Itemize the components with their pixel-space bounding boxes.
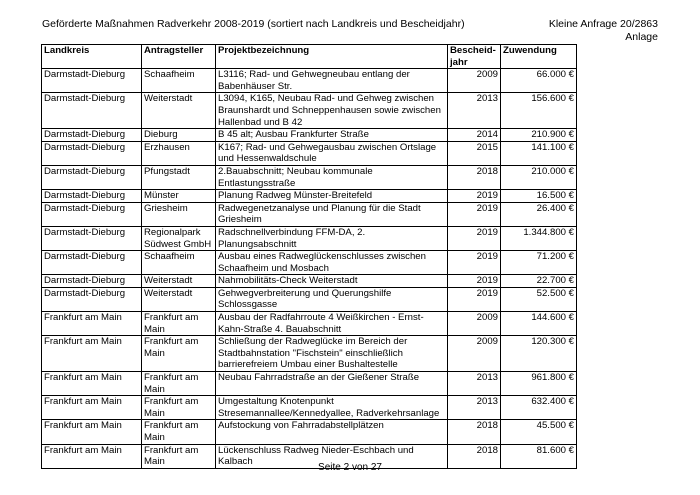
cell-projekt: Ausbau eines Radweglückenschlusses zwischen Schaafheim und Mosbach — [216, 251, 448, 275]
page-title: Geförderte Maßnahmen Radverkehr 2008-2019 (sortiert nach Landkreis und Bescheidjahr) — [42, 18, 465, 30]
cell-zuwendung: 210.900 € — [501, 129, 577, 142]
table-row — [42, 312, 577, 336]
table-row — [42, 226, 577, 250]
cell-landkreis: Frankfurt am Main — [42, 420, 142, 444]
table-row — [42, 420, 577, 444]
header-projekt: Projektbezeichnung — [216, 45, 448, 69]
table-row — [42, 69, 577, 93]
cell-bescheidjahr: 2015 — [448, 141, 501, 165]
cell-landkreis: Darmstadt-Dieburg — [42, 93, 142, 129]
cell-projekt: L3094, K165, Neubau Rad- und Gehweg zwischen Braunshardt und Schneppenhausen sowie zwischen Hallenbad und B 42 — [216, 93, 448, 129]
cell-zuwendung: 141.100 € — [501, 141, 577, 165]
cell-zuwendung: 1.344.800 € — [501, 226, 577, 250]
cell-zuwendung: 26.400 € — [501, 202, 577, 226]
cell-bescheidjahr: 2018 — [448, 444, 501, 468]
document-reference-label: Anlage — [625, 31, 658, 43]
cell-antragsteller: Dieburg — [142, 129, 216, 142]
header-landkreis: Landkreis — [42, 45, 142, 69]
cell-zuwendung: 144.600 € — [501, 312, 577, 336]
cell-bescheidjahr: 2019 — [448, 190, 501, 203]
cell-bescheidjahr: 2019 — [448, 202, 501, 226]
cell-antragsteller: Schaafheim — [142, 69, 216, 93]
table-row — [42, 251, 577, 275]
table-row — [42, 129, 577, 142]
cell-zuwendung: 156.600 € — [501, 93, 577, 129]
cell-antragsteller: Schaafheim — [142, 251, 216, 275]
cell-zuwendung: 120.300 € — [501, 336, 577, 372]
document-reference-number: Kleine Anfrage 20/2863 — [548, 18, 658, 30]
cell-bescheidjahr: 2009 — [448, 336, 501, 372]
cell-projekt: L3116; Rad- und Gehwegneubau entlang der Babenhäuser Str. — [216, 69, 448, 93]
cell-bescheidjahr: 2019 — [448, 251, 501, 275]
cell-bescheidjahr: 2013 — [448, 396, 501, 420]
cell-zuwendung: 961.800 € — [501, 372, 577, 396]
cell-antragsteller: Regionalpark Südwest GmbH — [142, 226, 216, 250]
cell-landkreis: Darmstadt-Dieburg — [42, 141, 142, 165]
cell-zuwendung: 210.000 € — [501, 165, 577, 189]
cell-antragsteller: Weiterstadt — [142, 287, 216, 311]
cell-antragsteller: Griesheim — [142, 202, 216, 226]
header-antragsteller: Antragsteller — [142, 45, 216, 69]
cell-landkreis: Frankfurt am Main — [42, 312, 142, 336]
cell-projekt: Neubau Fahrradstraße an der Gießener Straße — [216, 372, 448, 396]
cell-antragsteller: Weiterstadt — [142, 93, 216, 129]
cell-projekt: 2.Bauabschnitt; Neubau kommunale Entlastungsstraße — [216, 165, 448, 189]
cell-landkreis: Darmstadt-Dieburg — [42, 129, 142, 142]
table-row — [42, 275, 577, 288]
cell-projekt: Planung Radweg Münster-Breitefeld — [216, 190, 448, 203]
cell-projekt: Ausbau der Radfahrroute 4 Weißkirchen - Ernst-Kahn-Straße 4. Bauabschnitt — [216, 312, 448, 336]
cell-antragsteller: Erzhausen — [142, 141, 216, 165]
funding-table — [41, 44, 577, 469]
cell-projekt: Schließung der Radweglücke im Bereich der Stadtbahnstation "Fischstein" einschließlich barrierefreiem Umbau einer Bushaltestelle — [216, 336, 448, 372]
cell-antragsteller: Frankfurt am Main — [142, 396, 216, 420]
cell-zuwendung: 45.500 € — [501, 420, 577, 444]
cell-projekt: Aufstockung von Fahrradabstellplätzen — [216, 420, 448, 444]
header-zuwendung: Zuwendung — [501, 45, 577, 69]
document-reference — [549, 18, 658, 44]
header-bescheidjahr: Bescheid-jahr — [448, 45, 501, 69]
cell-landkreis: Frankfurt am Main — [42, 372, 142, 396]
cell-antragsteller: Weiterstadt — [142, 275, 216, 288]
cell-zuwendung: 71.200 € — [501, 251, 577, 275]
cell-zuwendung: 16.500 € — [501, 190, 577, 203]
cell-landkreis: Darmstadt-Dieburg — [42, 165, 142, 189]
cell-landkreis: Darmstadt-Dieburg — [42, 251, 142, 275]
cell-antragsteller: Münster — [142, 190, 216, 203]
cell-antragsteller: Frankfurt am Main — [142, 444, 216, 468]
cell-zuwendung: 81.600 € — [501, 444, 577, 468]
cell-zuwendung: 52.500 € — [501, 287, 577, 311]
cell-bescheidjahr: 2019 — [448, 275, 501, 288]
cell-bescheidjahr: 2014 — [448, 129, 501, 142]
table-row — [42, 165, 577, 189]
cell-projekt: Radschnellverbindung FFM-DA, 2. Planungsabschnitt — [216, 226, 448, 250]
cell-bescheidjahr: 2018 — [448, 165, 501, 189]
page-number: Seite 2 von 27 — [318, 462, 382, 473]
cell-antragsteller: Frankfurt am Main — [142, 312, 216, 336]
cell-landkreis: Frankfurt am Main — [42, 336, 142, 372]
cell-bescheidjahr: 2013 — [448, 93, 501, 129]
cell-projekt: K167; Rad- und Gehwegausbau zwischen Ortslage und Hessenwaldschule — [216, 141, 448, 165]
cell-landkreis: Darmstadt-Dieburg — [42, 287, 142, 311]
cell-bescheidjahr: 2009 — [448, 312, 501, 336]
cell-zuwendung: 66.000 € — [501, 69, 577, 93]
cell-zuwendung: 632.400 € — [501, 396, 577, 420]
table-row — [42, 141, 577, 165]
cell-antragsteller: Frankfurt am Main — [142, 336, 216, 372]
cell-bescheidjahr: 2018 — [448, 420, 501, 444]
cell-landkreis: Darmstadt-Dieburg — [42, 226, 142, 250]
cell-landkreis: Frankfurt am Main — [42, 396, 142, 420]
cell-projekt: Umgestaltung Knotenpunkt Stresemannallee/Kennedyallee, Radverkehrsanlage — [216, 396, 448, 420]
cell-bescheidjahr: 2019 — [448, 287, 501, 311]
cell-landkreis: Darmstadt-Dieburg — [42, 202, 142, 226]
cell-projekt: Radwegenetzanalyse und Planung für die Stadt Griesheim — [216, 202, 448, 226]
table-row — [42, 372, 577, 396]
cell-projekt: Lückenschluss Radweg Nieder-Eschbach und Kalbach — [216, 444, 448, 468]
table-header-row — [42, 45, 577, 69]
table-row — [42, 202, 577, 226]
cell-bescheidjahr: 2013 — [448, 372, 501, 396]
cell-antragsteller: Frankfurt am Main — [142, 420, 216, 444]
cell-antragsteller: Frankfurt am Main — [142, 372, 216, 396]
cell-landkreis: Darmstadt-Dieburg — [42, 190, 142, 203]
cell-bescheidjahr: 2019 — [448, 226, 501, 250]
cell-bescheidjahr: 2009 — [448, 69, 501, 93]
table-row — [42, 396, 577, 420]
table-row — [42, 336, 577, 372]
cell-landkreis: Darmstadt-Dieburg — [42, 275, 142, 288]
cell-projekt: Gehwegverbreiterung und Querungshilfe Schlossgasse — [216, 287, 448, 311]
table-row — [42, 190, 577, 203]
cell-landkreis: Darmstadt-Dieburg — [42, 69, 142, 93]
cell-projekt: Nahmobilitäts-Check Weiterstadt — [216, 275, 448, 288]
cell-landkreis: Frankfurt am Main — [42, 444, 142, 468]
table-row — [42, 93, 577, 129]
cell-antragsteller: Pfungstadt — [142, 165, 216, 189]
cell-zuwendung: 22.700 € — [501, 275, 577, 288]
cell-projekt: B 45 alt; Ausbau Frankfurter Straße — [216, 129, 448, 142]
table-row — [42, 287, 577, 311]
